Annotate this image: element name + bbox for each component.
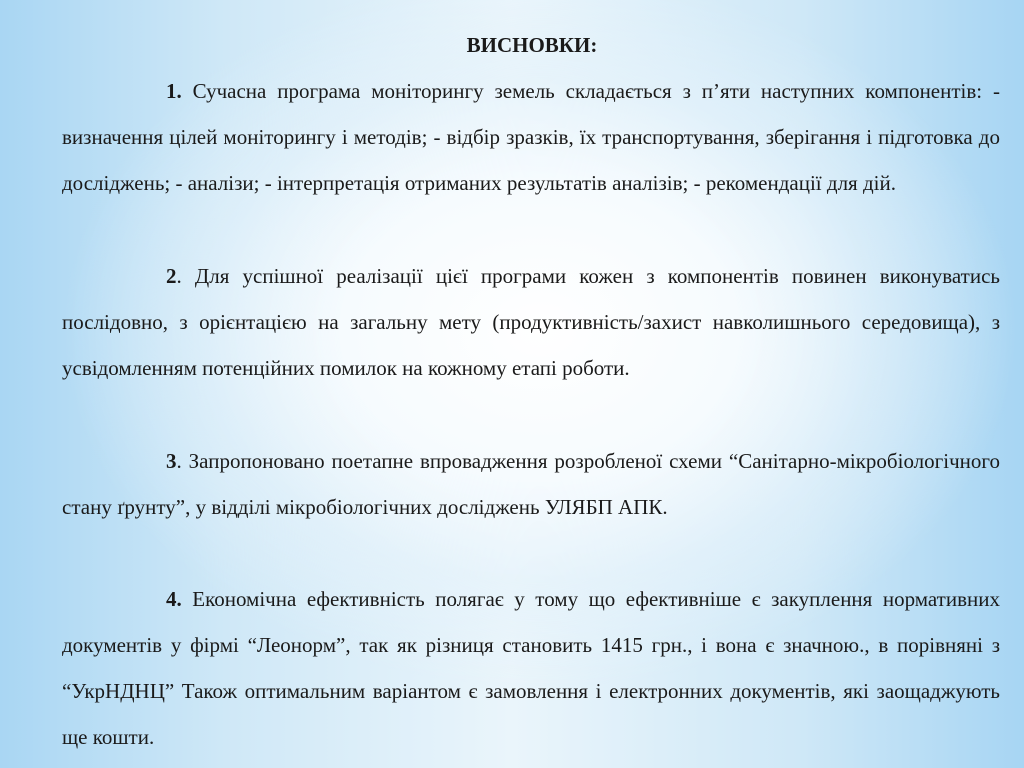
item-text: Економічна ефективність полягає у тому що ефективніше є закуплення нормативних документів у фірмі “Леонорм”, так як різниця становить 1415 грн., і вона є значною., в порівняні з “УкрНДНЦ” Також оптимальним варіантом є замовлення і електронних документів, які заощаджують ще кошти.	[62, 587, 1000, 749]
item-text: . Запропоновано поетапне впровадження розробленої схеми “Санітарно-мікробіологічного стану ґрунту”, у відділі мікробіологічних досліджень УЛЯБП АПК.	[62, 449, 1000, 519]
item-number: 3	[166, 449, 177, 473]
conclusion-item-3	[62, 438, 1000, 530]
conclusion-item-4	[62, 576, 1000, 760]
item-number: 1.	[166, 79, 182, 103]
item-text: Сучасна програма моніторингу земель складається з п’яти наступних компонентів: - визначення цілей моніторингу і методів; - відбір зразків, їх транспортування, зберігання і підготовка до досліджень; - аналізи; - інтерпретація отриманих результатів аналізів; - рекомендації для дій.	[62, 79, 1000, 195]
item-text: . Для успішної реалізації цієї програми кожен з компонентів повинен виконуватись послідовно, з орієнтацією на загальну мету (продуктивність/захист навколишнього середовища), з усвідомленням потенційних помилок на кожному етапі роботи.	[62, 264, 1000, 380]
conclusion-item-2	[62, 253, 1000, 391]
item-number: 4.	[166, 587, 182, 611]
item-number: 2	[166, 264, 177, 288]
slide-title: ВИСНОВКИ:	[466, 33, 598, 57]
conclusion-item-1	[62, 68, 1000, 206]
